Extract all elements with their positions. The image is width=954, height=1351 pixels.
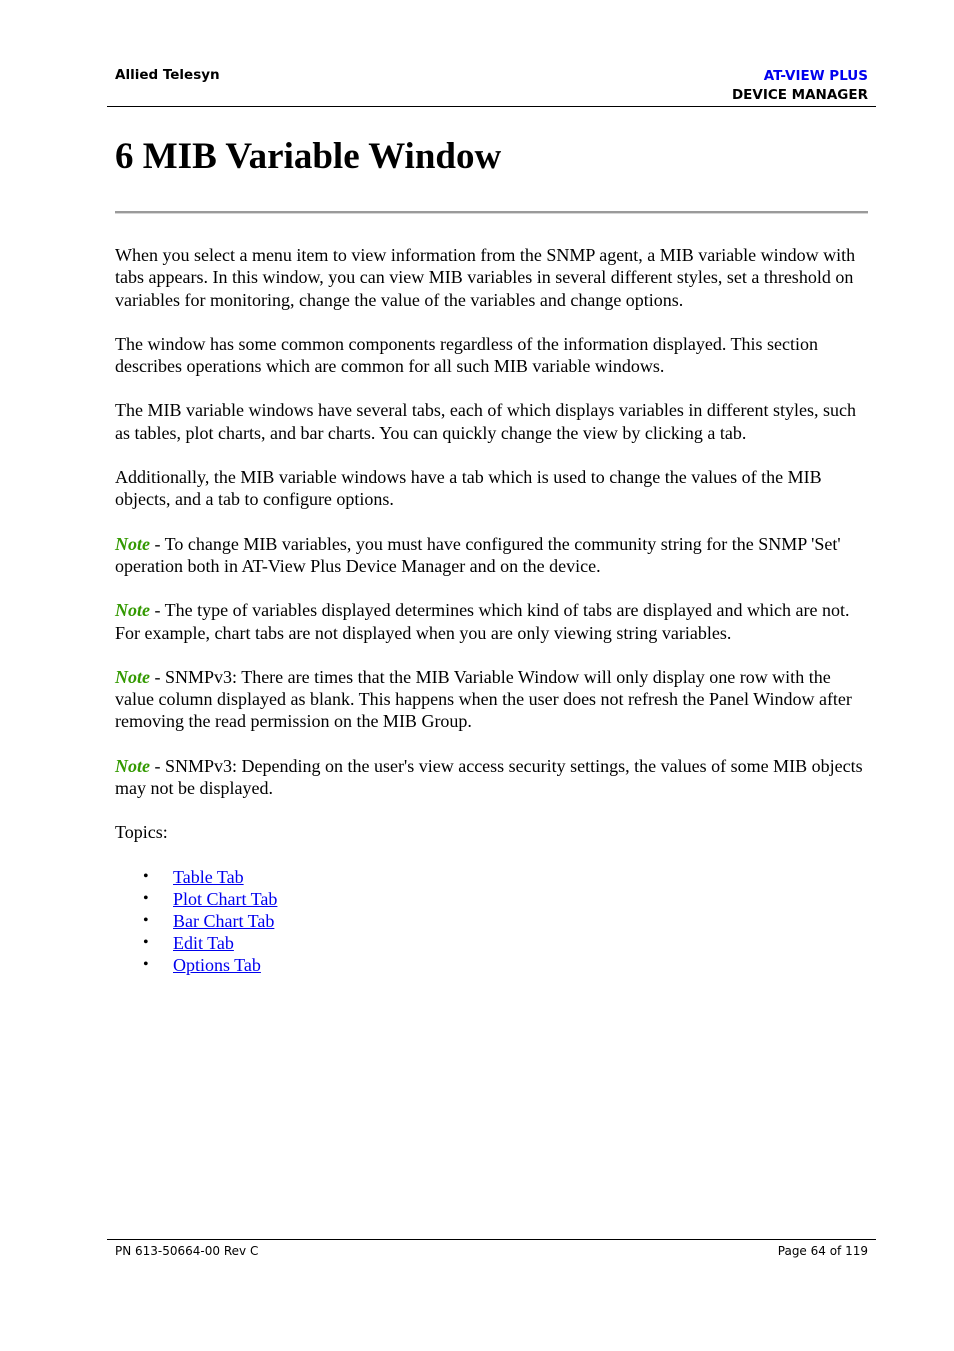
bullet-icon: • <box>143 955 149 973</box>
header-product: AT-VIEW PLUS <box>763 68 868 84</box>
header-section: DEVICE MANAGER <box>731 87 868 103</box>
list-item <box>115 910 870 932</box>
link-plot-chart-tab[interactable]: Plot Chart Tab <box>173 888 278 909</box>
list-item <box>115 932 870 954</box>
note-label: Note <box>115 533 150 554</box>
footer-part-number: PN 613-50664-00 Rev C <box>115 1244 259 1258</box>
note-text: - The type of variables displayed determines which kind of tabs are displayed and which are not. For example, chart tabs are not displayed when you are only viewing string variables. <box>115 600 850 643</box>
paragraph-intro: When you select a menu item to view information from the SNMP agent, a MIB variable window with tabs appears. In this window, you can view MIB variables in several different styles, set a threshold on variables for monitoring, change the value of the variables and change options. <box>115 245 856 310</box>
note-label: Note <box>115 666 150 687</box>
note-text: - To change MIB variables, you must have configured the community string for the SNMP 'Set' operation both in AT-View Plus Device Manager and on the device. <box>115 533 841 576</box>
note-snmpv3-view-access <box>115 755 870 800</box>
list-item <box>115 888 870 910</box>
link-edit-tab[interactable]: Edit Tab <box>173 932 234 953</box>
list-item <box>115 954 870 976</box>
footer-page-number: Page 64 of 119 <box>777 1244 868 1258</box>
list-item <box>115 866 870 888</box>
header-product-block <box>732 67 868 105</box>
link-options-tab[interactable]: Options Tab <box>173 954 261 975</box>
bullet-icon: • <box>143 933 149 951</box>
paragraph-common-components: The window has some common components regardless of the information displayed. This section describes operations which are common for all such MIB variable windows. <box>115 333 819 377</box>
note-text: - SNMPv3: There are times that the MIB Variable Window will only display one row with the value column displayed as blank. This happens when the user does not refresh the Panel Window after removing the read permission on the MIB Group. <box>115 666 852 732</box>
bullet-icon: • <box>143 867 149 885</box>
note-label: Note <box>115 600 150 621</box>
topics-label: Topics: <box>115 822 168 843</box>
note-tab-types <box>115 599 870 644</box>
bullet-icon: • <box>143 911 149 929</box>
note-label: Note <box>115 755 150 776</box>
topics-list <box>115 866 870 976</box>
bullet-icon: • <box>143 889 149 907</box>
paragraph-tabs: The MIB variable windows have several tabs, each of which displays variables in different styles, such as tables, plot charts, and bar charts. You can quickly change the view by clicking a tab. <box>115 400 856 443</box>
header-divider <box>107 106 876 107</box>
main-content <box>115 244 870 976</box>
paragraph-edit-options: Additionally, the MIB variable windows have a tab which is used to change the values of the MIB objects, and a tab to configure options. <box>115 467 822 510</box>
note-community-string <box>115 533 870 578</box>
title-divider <box>115 211 868 214</box>
note-snmpv3-blank-row <box>115 666 870 733</box>
page-title: 6 MIB Variable Window <box>115 136 502 177</box>
link-bar-chart-tab[interactable]: Bar Chart Tab <box>173 910 275 931</box>
link-table-tab[interactable]: Table Tab <box>173 866 244 887</box>
header-company: Allied Telesyn <box>115 67 220 83</box>
note-text: - SNMPv3: Depending on the user's view access security settings, the values of some MIB objects may not be displayed. <box>115 755 863 799</box>
footer-divider <box>107 1239 876 1240</box>
